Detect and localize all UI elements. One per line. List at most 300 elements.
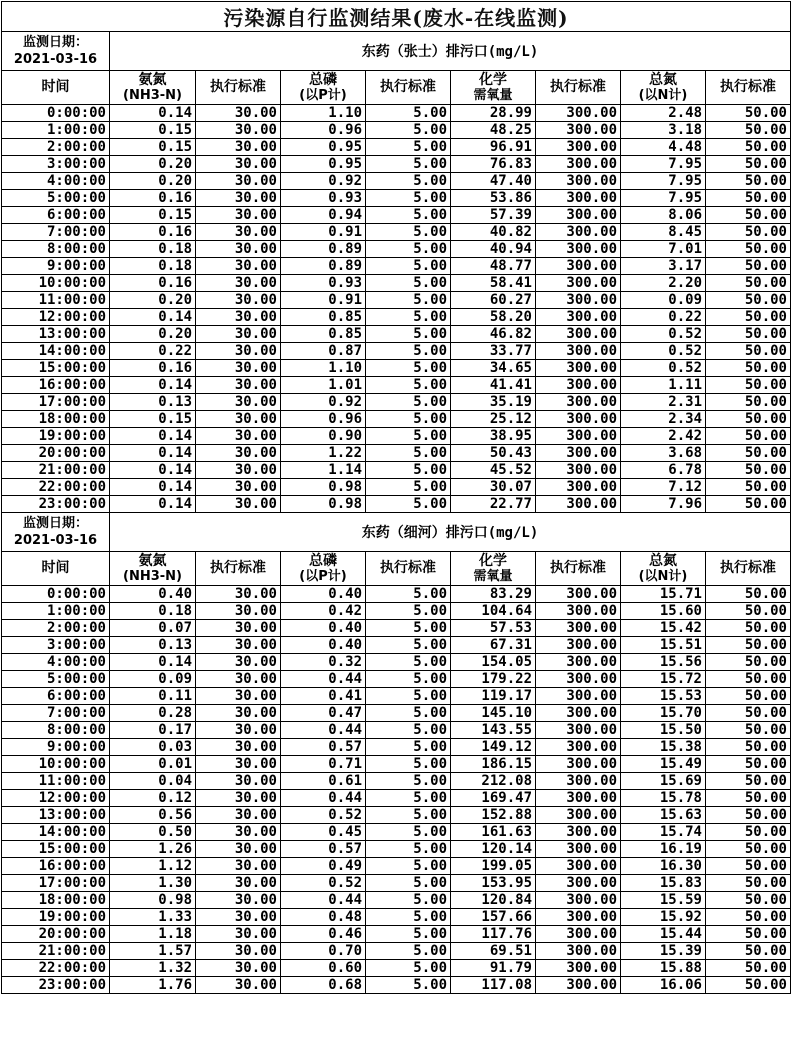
cell-tp: 0.95 [281, 139, 366, 156]
cell-time: 7:00:00 [2, 705, 110, 722]
cell-tn-standard: 50.00 [706, 377, 791, 394]
cell-time: 5:00:00 [2, 190, 110, 207]
cell-cod: 34.65 [451, 360, 536, 377]
cell-time: 1:00:00 [2, 603, 110, 620]
cell-nh3n-standard: 30.00 [196, 654, 281, 671]
table-row [2, 360, 791, 377]
cell-nh3n-standard: 30.00 [196, 309, 281, 326]
cell-tn: 0.09 [621, 292, 706, 309]
cell-tn: 15.49 [621, 756, 706, 773]
header-line-1: 时间 [41, 79, 70, 95]
header-line-1: 执行标准 [210, 560, 266, 576]
cell-cod: 45.52 [451, 462, 536, 479]
cell-tp: 0.46 [281, 926, 366, 943]
table-row [2, 892, 791, 909]
cell-time: 6:00:00 [2, 207, 110, 224]
cell-tp-standard: 5.00 [366, 909, 451, 926]
cell-tn-standard: 50.00 [706, 479, 791, 496]
cell-tp-standard: 5.00 [366, 960, 451, 977]
table-row [2, 637, 791, 654]
cell-tn: 6.78 [621, 462, 706, 479]
cell-tn-standard: 50.00 [706, 654, 791, 671]
table-row [2, 275, 791, 292]
cell-tn: 15.39 [621, 943, 706, 960]
cell-cod: 153.95 [451, 875, 536, 892]
cell-tn-standard: 50.00 [706, 807, 791, 824]
cell-tp-standard: 5.00 [366, 773, 451, 790]
cell-tp-standard: 5.00 [366, 705, 451, 722]
cell-tp-standard: 5.00 [366, 207, 451, 224]
monitoring-date: 2021-03-16 [13, 533, 98, 548]
cell-nh3n-standard: 30.00 [196, 637, 281, 654]
cell-nh3n: 0.15 [110, 139, 196, 156]
cell-nh3n: 0.14 [110, 479, 196, 496]
monitoring-date-cell [2, 32, 110, 71]
cell-nh3n-standard: 30.00 [196, 739, 281, 756]
table-row [2, 671, 791, 688]
cell-nh3n: 1.26 [110, 841, 196, 858]
cell-cod-standard: 300.00 [536, 445, 621, 462]
header-line-1: 氨氮 [138, 552, 167, 569]
monitoring-date: 2021-03-16 [13, 52, 98, 67]
cell-time: 10:00:00 [2, 275, 110, 292]
column-header-tp [281, 552, 366, 586]
cell-tn-standard: 50.00 [706, 688, 791, 705]
cell-tp-standard: 5.00 [366, 654, 451, 671]
cell-tp-standard: 5.00 [366, 139, 451, 156]
cell-cod-standard: 300.00 [536, 258, 621, 275]
cell-time: 9:00:00 [2, 258, 110, 275]
cell-tn-standard: 50.00 [706, 139, 791, 156]
cell-cod-standard: 300.00 [536, 496, 621, 513]
cell-tp: 0.87 [281, 343, 366, 360]
cell-cod: 35.19 [451, 394, 536, 411]
cell-tn-standard: 50.00 [706, 496, 791, 513]
cell-nh3n: 0.14 [110, 462, 196, 479]
cell-nh3n-standard: 30.00 [196, 756, 281, 773]
cell-nh3n-standard: 30.00 [196, 603, 281, 620]
cell-tp: 0.40 [281, 620, 366, 637]
column-header-time [2, 71, 110, 105]
cell-tn: 7.12 [621, 479, 706, 496]
cell-tp-standard: 5.00 [366, 309, 451, 326]
cell-time: 16:00:00 [2, 858, 110, 875]
cell-time: 3:00:00 [2, 637, 110, 654]
cell-cod-standard: 300.00 [536, 960, 621, 977]
cell-nh3n-standard: 30.00 [196, 122, 281, 139]
table-row [2, 739, 791, 756]
cell-tp-standard: 5.00 [366, 858, 451, 875]
cell-cod: 47.40 [451, 173, 536, 190]
cell-tp: 0.91 [281, 224, 366, 241]
cell-tn: 15.56 [621, 654, 706, 671]
cell-cod-standard: 300.00 [536, 790, 621, 807]
cell-time: 11:00:00 [2, 773, 110, 790]
cell-nh3n-standard: 30.00 [196, 258, 281, 275]
cell-nh3n: 0.09 [110, 671, 196, 688]
table-row [2, 858, 791, 875]
cell-tp: 0.98 [281, 479, 366, 496]
cell-time: 18:00:00 [2, 892, 110, 909]
cell-nh3n-standard: 30.00 [196, 858, 281, 875]
cell-tn-standard: 50.00 [706, 773, 791, 790]
cell-cod: 179.22 [451, 671, 536, 688]
cell-cod-standard: 300.00 [536, 207, 621, 224]
cell-time: 23:00:00 [2, 977, 110, 994]
table-row [2, 156, 791, 173]
cell-tn-standard: 50.00 [706, 620, 791, 637]
cell-tn: 3.68 [621, 445, 706, 462]
cell-nh3n: 0.13 [110, 394, 196, 411]
column-header-tn [621, 552, 706, 586]
cell-cod-standard: 300.00 [536, 977, 621, 994]
cell-nh3n-standard: 30.00 [196, 275, 281, 292]
cell-tp-standard: 5.00 [366, 586, 451, 603]
cell-tn-standard: 50.00 [706, 292, 791, 309]
cell-tn: 3.18 [621, 122, 706, 139]
cell-tp-standard: 5.00 [366, 224, 451, 241]
cell-cod: 53.86 [451, 190, 536, 207]
table-row [2, 688, 791, 705]
cell-nh3n-standard: 30.00 [196, 892, 281, 909]
cell-tn-standard: 50.00 [706, 445, 791, 462]
cell-tp-standard: 5.00 [366, 739, 451, 756]
cell-nh3n: 0.17 [110, 722, 196, 739]
cell-tn: 8.06 [621, 207, 706, 224]
cell-cod-standard: 300.00 [536, 739, 621, 756]
header-line-1: 执行标准 [550, 560, 606, 576]
cell-tp: 0.52 [281, 875, 366, 892]
outlet-name: 东药（细河）排污口(mg/L) [110, 513, 791, 552]
cell-tn-standard: 50.00 [706, 326, 791, 343]
cell-time: 13:00:00 [2, 326, 110, 343]
table-row [2, 343, 791, 360]
cell-tp-standard: 5.00 [366, 445, 451, 462]
cell-cod: 120.84 [451, 892, 536, 909]
header-line-2: (以P计) [299, 568, 347, 584]
cell-cod: 117.76 [451, 926, 536, 943]
cell-tp: 0.44 [281, 790, 366, 807]
cell-tn-standard: 50.00 [706, 586, 791, 603]
table-row [2, 960, 791, 977]
cell-tp-standard: 5.00 [366, 824, 451, 841]
cell-cod-standard: 300.00 [536, 224, 621, 241]
cell-tp: 0.44 [281, 671, 366, 688]
cell-tp: 1.14 [281, 462, 366, 479]
cell-time: 6:00:00 [2, 688, 110, 705]
cell-nh3n: 0.16 [110, 190, 196, 207]
cell-nh3n: 0.18 [110, 241, 196, 258]
header-line-1: 执行标准 [720, 79, 776, 95]
cell-tn-standard: 50.00 [706, 841, 791, 858]
cell-tn-standard: 50.00 [706, 637, 791, 654]
cell-tp-standard: 5.00 [366, 360, 451, 377]
cell-tp-standard: 5.00 [366, 875, 451, 892]
cell-time: 3:00:00 [2, 156, 110, 173]
cell-cod-standard: 300.00 [536, 377, 621, 394]
header-line-1: 总磷 [309, 552, 337, 569]
cell-nh3n: 1.18 [110, 926, 196, 943]
cell-tn-standard: 50.00 [706, 122, 791, 139]
monitoring-sheet [1, 1, 791, 994]
cell-tn: 7.96 [621, 496, 706, 513]
cell-tn-standard: 50.00 [706, 892, 791, 909]
cell-tn-standard: 50.00 [706, 909, 791, 926]
cell-cod: 57.39 [451, 207, 536, 224]
cell-tp-standard: 5.00 [366, 428, 451, 445]
cell-tp: 0.40 [281, 586, 366, 603]
cell-nh3n-standard: 30.00 [196, 139, 281, 156]
cell-nh3n: 0.01 [110, 756, 196, 773]
cell-tn: 15.44 [621, 926, 706, 943]
cell-cod-standard: 300.00 [536, 105, 621, 122]
cell-tn-standard: 50.00 [706, 173, 791, 190]
column-header-tp-standard [366, 552, 451, 586]
cell-tn-standard: 50.00 [706, 207, 791, 224]
column-header-tn-standard [706, 552, 791, 586]
cell-cod: 25.12 [451, 411, 536, 428]
column-header-row [2, 71, 791, 105]
cell-nh3n: 0.28 [110, 705, 196, 722]
cell-tp-standard: 5.00 [366, 241, 451, 258]
cell-cod-standard: 300.00 [536, 241, 621, 258]
cell-tn-standard: 50.00 [706, 190, 791, 207]
cell-cod-standard: 300.00 [536, 603, 621, 620]
header-line-1: 时间 [41, 560, 70, 576]
cell-tn: 16.06 [621, 977, 706, 994]
cell-tn: 15.63 [621, 807, 706, 824]
cell-nh3n-standard: 30.00 [196, 960, 281, 977]
column-header-row [2, 552, 791, 586]
cell-nh3n: 0.07 [110, 620, 196, 637]
cell-tn: 0.52 [621, 343, 706, 360]
cell-time: 1:00:00 [2, 122, 110, 139]
cell-nh3n-standard: 30.00 [196, 377, 281, 394]
cell-tn-standard: 50.00 [706, 790, 791, 807]
cell-cod-standard: 300.00 [536, 411, 621, 428]
cell-tp: 0.85 [281, 326, 366, 343]
header-line-1: 化学 [479, 552, 507, 569]
cell-time: 5:00:00 [2, 671, 110, 688]
cell-tp: 0.44 [281, 892, 366, 909]
cell-tp-standard: 5.00 [366, 603, 451, 620]
cell-tn-standard: 50.00 [706, 739, 791, 756]
cell-nh3n-standard: 30.00 [196, 943, 281, 960]
cell-time: 13:00:00 [2, 807, 110, 824]
cell-time: 15:00:00 [2, 841, 110, 858]
cell-nh3n: 0.04 [110, 773, 196, 790]
cell-tn: 15.50 [621, 722, 706, 739]
cell-nh3n-standard: 30.00 [196, 688, 281, 705]
cell-tp: 0.68 [281, 977, 366, 994]
column-header-nh3n-standard [196, 71, 281, 105]
cell-time: 8:00:00 [2, 722, 110, 739]
cell-tp: 0.92 [281, 173, 366, 190]
cell-tn: 4.48 [621, 139, 706, 156]
cell-tn-standard: 50.00 [706, 943, 791, 960]
cell-tp-standard: 5.00 [366, 943, 451, 960]
cell-cod: 58.41 [451, 275, 536, 292]
cell-tn: 7.95 [621, 173, 706, 190]
cell-time: 21:00:00 [2, 943, 110, 960]
cell-tp: 0.93 [281, 190, 366, 207]
cell-nh3n-standard: 30.00 [196, 586, 281, 603]
column-header-cod-standard [536, 71, 621, 105]
cell-time: 21:00:00 [2, 462, 110, 479]
cell-time: 9:00:00 [2, 739, 110, 756]
cell-time: 0:00:00 [2, 105, 110, 122]
cell-time: 2:00:00 [2, 139, 110, 156]
header-line-1: 执行标准 [720, 560, 776, 576]
cell-cod: 40.82 [451, 224, 536, 241]
cell-tn: 8.45 [621, 224, 706, 241]
cell-tn: 15.88 [621, 960, 706, 977]
table-row [2, 428, 791, 445]
monitoring-date-label: 监测日期： [22, 35, 88, 50]
cell-cod-standard: 300.00 [536, 858, 621, 875]
cell-nh3n: 0.16 [110, 275, 196, 292]
cell-cod-standard: 300.00 [536, 841, 621, 858]
cell-tn: 3.17 [621, 258, 706, 275]
cell-tn-standard: 50.00 [706, 258, 791, 275]
cell-tn: 15.72 [621, 671, 706, 688]
cell-tn-standard: 50.00 [706, 241, 791, 258]
cell-time: 17:00:00 [2, 394, 110, 411]
table-row [2, 292, 791, 309]
cell-tp-standard: 5.00 [366, 292, 451, 309]
cell-tn-standard: 50.00 [706, 105, 791, 122]
cell-tn-standard: 50.00 [706, 156, 791, 173]
cell-tp: 1.01 [281, 377, 366, 394]
cell-time: 16:00:00 [2, 377, 110, 394]
cell-cod: 117.08 [451, 977, 536, 994]
cell-tn-standard: 50.00 [706, 603, 791, 620]
monitoring-date-cell [2, 513, 110, 552]
cell-nh3n-standard: 30.00 [196, 224, 281, 241]
cell-tn: 2.34 [621, 411, 706, 428]
column-header-time [2, 552, 110, 586]
cell-cod: 33.77 [451, 343, 536, 360]
cell-tp-standard: 5.00 [366, 326, 451, 343]
cell-time: 23:00:00 [2, 496, 110, 513]
cell-time: 17:00:00 [2, 875, 110, 892]
cell-cod-standard: 300.00 [536, 620, 621, 637]
cell-tp: 0.70 [281, 943, 366, 960]
header-line-2: (以N计) [638, 568, 688, 584]
cell-cod: 60.27 [451, 292, 536, 309]
cell-cod-standard: 300.00 [536, 824, 621, 841]
column-header-tn-standard [706, 71, 791, 105]
cell-tn-standard: 50.00 [706, 394, 791, 411]
table-row [2, 394, 791, 411]
cell-tp: 1.22 [281, 445, 366, 462]
cell-cod-standard: 300.00 [536, 705, 621, 722]
cell-nh3n-standard: 30.00 [196, 926, 281, 943]
header-line-1: 总氮 [649, 71, 677, 88]
cell-cod-standard: 300.00 [536, 343, 621, 360]
cell-tp-standard: 5.00 [366, 258, 451, 275]
cell-tn: 2.48 [621, 105, 706, 122]
cell-nh3n-standard: 30.00 [196, 977, 281, 994]
cell-tp: 0.52 [281, 807, 366, 824]
cell-cod: 157.66 [451, 909, 536, 926]
cell-nh3n-standard: 30.00 [196, 445, 281, 462]
table-row [2, 620, 791, 637]
section-header-row [2, 32, 791, 71]
cell-tp: 0.96 [281, 122, 366, 139]
cell-nh3n: 1.76 [110, 977, 196, 994]
cell-cod-standard: 300.00 [536, 654, 621, 671]
cell-nh3n: 0.18 [110, 258, 196, 275]
title-row [2, 2, 791, 32]
cell-cod-standard: 300.00 [536, 479, 621, 496]
cell-time: 18:00:00 [2, 411, 110, 428]
column-header-tp-standard [366, 71, 451, 105]
cell-nh3n: 0.16 [110, 360, 196, 377]
cell-tp: 0.32 [281, 654, 366, 671]
cell-nh3n-standard: 30.00 [196, 428, 281, 445]
cell-time: 4:00:00 [2, 173, 110, 190]
cell-cod: 48.77 [451, 258, 536, 275]
column-header-cod-standard [536, 552, 621, 586]
table-row [2, 926, 791, 943]
cell-nh3n-standard: 30.00 [196, 292, 281, 309]
cell-tp: 1.10 [281, 360, 366, 377]
cell-nh3n-standard: 30.00 [196, 326, 281, 343]
cell-cod: 161.63 [451, 824, 536, 841]
cell-tn-standard: 50.00 [706, 705, 791, 722]
cell-tp: 0.45 [281, 824, 366, 841]
cell-tn-standard: 50.00 [706, 960, 791, 977]
column-header-tp [281, 71, 366, 105]
cell-time: 19:00:00 [2, 428, 110, 445]
cell-tp-standard: 5.00 [366, 377, 451, 394]
cell-nh3n-standard: 30.00 [196, 207, 281, 224]
header-line-2: (以P计) [299, 87, 347, 103]
cell-cod-standard: 300.00 [536, 892, 621, 909]
cell-nh3n: 0.14 [110, 309, 196, 326]
cell-tn: 7.01 [621, 241, 706, 258]
cell-tn: 0.22 [621, 309, 706, 326]
cell-nh3n: 0.20 [110, 173, 196, 190]
cell-nh3n-standard: 30.00 [196, 790, 281, 807]
cell-tp-standard: 5.00 [366, 479, 451, 496]
table-row [2, 241, 791, 258]
header-line-1: 执行标准 [380, 79, 436, 95]
cell-tn: 7.95 [621, 190, 706, 207]
cell-cod: 145.10 [451, 705, 536, 722]
cell-nh3n: 0.18 [110, 603, 196, 620]
cell-time: 12:00:00 [2, 790, 110, 807]
cell-tn-standard: 50.00 [706, 926, 791, 943]
cell-tn: 2.20 [621, 275, 706, 292]
cell-nh3n: 1.57 [110, 943, 196, 960]
cell-cod: 96.91 [451, 139, 536, 156]
cell-nh3n-standard: 30.00 [196, 360, 281, 377]
table-row [2, 977, 791, 994]
table-row [2, 139, 791, 156]
cell-tn: 15.60 [621, 603, 706, 620]
cell-tp: 0.44 [281, 722, 366, 739]
cell-nh3n: 0.14 [110, 654, 196, 671]
cell-tp: 0.57 [281, 739, 366, 756]
cell-nh3n: 0.22 [110, 343, 196, 360]
cell-nh3n-standard: 30.00 [196, 462, 281, 479]
cell-nh3n-standard: 30.00 [196, 909, 281, 926]
cell-tp: 0.89 [281, 258, 366, 275]
cell-time: 22:00:00 [2, 960, 110, 977]
cell-cod: 104.64 [451, 603, 536, 620]
